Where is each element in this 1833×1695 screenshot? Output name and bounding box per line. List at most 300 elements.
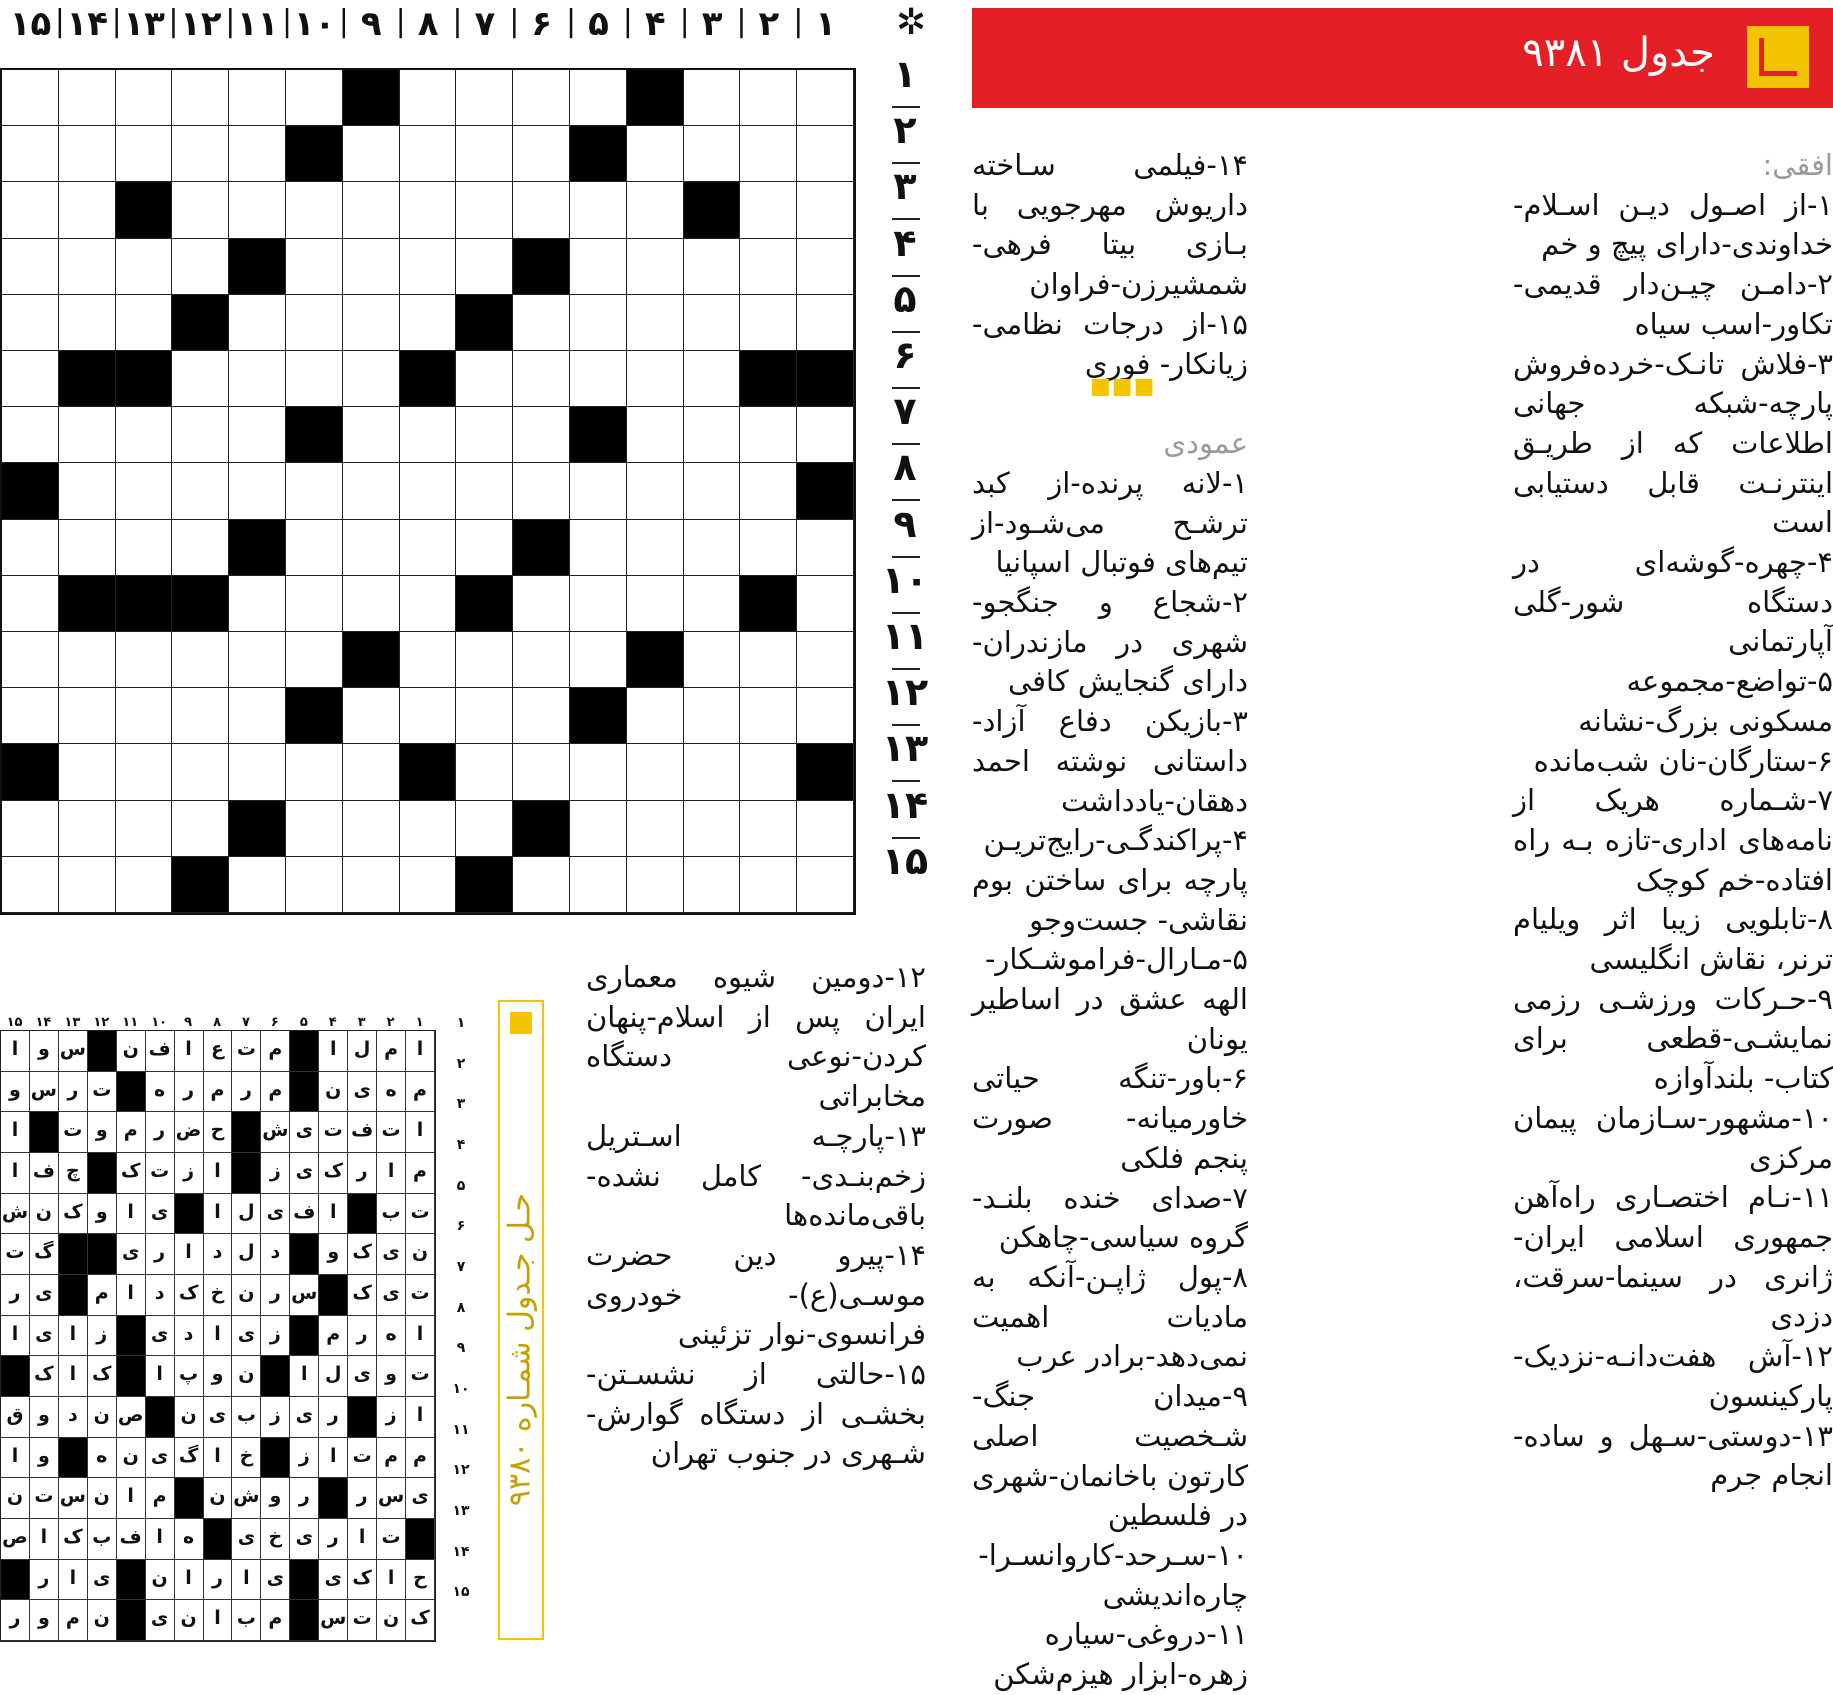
solution-cell: د xyxy=(204,1234,233,1275)
grid-cell xyxy=(513,857,570,913)
horizontal-clue: ۱۲-آش هفت‌دانـه-نزدیک- پارکینسون xyxy=(1513,1339,1833,1413)
grid-cell xyxy=(2,688,59,744)
grid-cell xyxy=(627,744,684,800)
solution-cell: ت xyxy=(146,1153,175,1194)
column-separator: | xyxy=(622,4,633,39)
horizontal-clue: ۲-دامـن چیـن‌دار قدیمی- تکاور-اسب سیاه xyxy=(1513,267,1833,341)
grid-cell xyxy=(684,239,741,295)
grid-cell xyxy=(400,632,457,688)
grid-cell xyxy=(740,70,797,126)
solution-cell: د xyxy=(59,1397,88,1438)
row-number: ۱ xyxy=(893,52,917,96)
solution-column-numbers xyxy=(0,1015,470,1029)
solution-black-cell xyxy=(319,1478,348,1519)
column-number: ۴ xyxy=(644,4,666,44)
black-cell xyxy=(2,744,59,800)
grid-cell xyxy=(343,520,400,576)
solution-cell: ر xyxy=(319,1397,348,1438)
solution-cell: م xyxy=(377,1031,406,1072)
grid-cell xyxy=(400,857,457,913)
grid-cell xyxy=(116,688,173,744)
solution-cell: ا xyxy=(319,1031,348,1072)
black-cell xyxy=(797,744,854,800)
solution-column-number: ۱۵ xyxy=(6,1015,23,1030)
solution-cell: ا xyxy=(204,1194,233,1235)
black-cell xyxy=(172,857,229,913)
grid-cell xyxy=(116,407,173,463)
solution-cell: ی xyxy=(261,1560,290,1601)
grid-cell xyxy=(343,182,400,238)
solution-black-cell xyxy=(59,1234,88,1275)
solution-cell: ا xyxy=(290,1356,319,1397)
logo-icon xyxy=(1747,26,1809,88)
solution-cell: و xyxy=(88,1112,117,1153)
column-separator: | xyxy=(282,4,293,39)
grid-cell xyxy=(59,239,116,295)
solution-cell: ا xyxy=(59,1316,88,1357)
solution-cell: ی xyxy=(290,1397,319,1438)
solution-cell: م xyxy=(261,1031,290,1072)
solution-row-number: ۱۳ xyxy=(452,1503,470,1519)
solution-cell: ا xyxy=(117,1275,146,1316)
grid-cell xyxy=(229,407,286,463)
grid-cell xyxy=(343,744,400,800)
solution-column-number: ۵ xyxy=(299,1015,308,1030)
grid-cell xyxy=(627,520,684,576)
grid-cell xyxy=(797,688,854,744)
column-number: ۶ xyxy=(531,4,553,44)
column-number: ۱۴ xyxy=(66,4,109,44)
solution-cell: ل xyxy=(232,1194,261,1235)
grid-cell xyxy=(797,239,854,295)
solution-cell: ت xyxy=(348,1438,377,1479)
row-number: ۴ xyxy=(893,220,917,265)
grid-cell xyxy=(627,801,684,857)
solution-black-cell xyxy=(261,1438,290,1479)
solution-cell: خ xyxy=(204,1275,233,1316)
vertical-clue: ۹-میدان جنگ-شـخصیت اصلی کارتون باخانمان-شهری در فلسطین xyxy=(972,1379,1248,1533)
grid-cell xyxy=(400,70,457,126)
grid-cell xyxy=(627,407,684,463)
solution-cell: س xyxy=(290,1275,319,1316)
solution-column-number: ۱۲ xyxy=(93,1015,110,1030)
solution-cell: م xyxy=(319,1316,348,1357)
grid-cell xyxy=(456,407,513,463)
solution-cell: ت xyxy=(348,1600,377,1641)
solution-cell: ن xyxy=(1,1478,30,1519)
vertical-clue: ۱۱-دروغی-سیاره زهره-ابزار هیزم‌شکن xyxy=(993,1617,1248,1692)
solution-cell: و xyxy=(88,1194,117,1235)
grid-cell xyxy=(343,576,400,632)
column-separator: | xyxy=(509,4,520,39)
black-cell xyxy=(456,857,513,913)
horizontal-clue: ۴-چهره-گوشه‌ای در دستگاه شور-گلی آپارتمانی xyxy=(1513,545,1833,659)
grid-cell xyxy=(684,688,741,744)
grid-cell xyxy=(627,857,684,913)
solution-cell: ر xyxy=(175,1072,204,1113)
solution-cell: ی xyxy=(290,1519,319,1560)
solution-cell: ک xyxy=(175,1275,204,1316)
solution-cell: ش xyxy=(1,1194,30,1235)
solution-cell: ل xyxy=(232,1234,261,1275)
vertical-clue: ۵-مـارال-فراموشـکار-الهه عشق در اساطیر یونان xyxy=(972,942,1248,1056)
black-cell xyxy=(570,407,627,463)
grid-cell xyxy=(797,407,854,463)
black-cell xyxy=(400,351,457,407)
column-separator: | xyxy=(225,4,236,39)
puzzle-header xyxy=(972,8,1833,108)
crossword-grid xyxy=(0,68,856,915)
grid-cell xyxy=(513,126,570,182)
grid-cell xyxy=(229,351,286,407)
solution-cell: ا xyxy=(59,1356,88,1397)
black-cell xyxy=(456,295,513,351)
solution-cell: س xyxy=(319,1600,348,1641)
grid-cell xyxy=(59,295,116,351)
solution-cell: ر xyxy=(348,1478,377,1519)
solution-cell: ت xyxy=(59,1112,88,1153)
grid-cell xyxy=(740,801,797,857)
black-cell xyxy=(684,182,741,238)
solution-cell: گ xyxy=(30,1234,59,1275)
solution-black-cell xyxy=(232,1112,261,1153)
grid-cell xyxy=(2,239,59,295)
row-number: ۶ xyxy=(893,333,917,377)
solution-cell: ن xyxy=(377,1600,406,1641)
solution-cell: ک xyxy=(88,1356,117,1397)
vertical-clue: ۱۴-پیرو دین حضرت موسـی(ع)- خودروی فرانسوی-نوار تزئینی xyxy=(586,1237,926,1352)
row-number: ۱۲ xyxy=(881,670,929,715)
solution-cell: ی xyxy=(261,1194,290,1235)
solution-cell: ی xyxy=(406,1478,435,1519)
grid-cell xyxy=(229,744,286,800)
solution-cell: و xyxy=(377,1356,406,1397)
grid-cell xyxy=(740,407,797,463)
solution-cell: ا xyxy=(348,1519,377,1560)
solution-cell: ک xyxy=(59,1194,88,1235)
grid-cell xyxy=(513,182,570,238)
solution-cell: س xyxy=(59,1478,88,1519)
row-numbers xyxy=(870,50,950,930)
horizontal-clue: ۱۴-فیلمی سـاخته داریوش مهرجویی با بـازی بیتا فرهی- شمشیرزن-فراوان xyxy=(972,148,1248,302)
solution-cell: ب xyxy=(232,1600,261,1641)
column-number: ۵ xyxy=(588,4,609,44)
solution-cell: ی xyxy=(146,1438,175,1479)
solution-cell: ک xyxy=(30,1356,59,1397)
solution-cell: ا xyxy=(175,1560,204,1601)
solution-cell: م xyxy=(406,1153,435,1194)
solution-cell: ی xyxy=(30,1275,59,1316)
grid-cell xyxy=(286,857,343,913)
solution-row-number: ۲ xyxy=(456,1055,466,1072)
vertical-clue: ۱۰-سـرحد-کاروانسـرا- چاره‌اندیشی xyxy=(978,1537,1248,1612)
grid-cell xyxy=(797,801,854,857)
solution-black-cell xyxy=(261,1356,290,1397)
column-number: ۱۵ xyxy=(9,4,52,44)
grid-cell xyxy=(2,632,59,688)
black-cell xyxy=(797,463,854,519)
black-cell xyxy=(627,632,684,688)
column-number: ۲ xyxy=(758,4,780,44)
black-cell xyxy=(229,801,286,857)
solution-column-number: ۹ xyxy=(184,1015,193,1030)
grid-cell xyxy=(400,239,457,295)
black-cell xyxy=(172,576,229,632)
grid-cell xyxy=(570,70,627,126)
solution-cell: ب xyxy=(88,1519,117,1560)
grid-cell xyxy=(684,576,741,632)
grid-cell xyxy=(116,70,173,126)
solution-cell: ک xyxy=(348,1560,377,1601)
solution-cell: ن xyxy=(204,1478,233,1519)
solution-cell: ی xyxy=(204,1397,233,1438)
solution-grid xyxy=(0,1030,436,1642)
grid-cell xyxy=(59,182,116,238)
solution-cell: ف xyxy=(117,1519,146,1560)
grid-cell xyxy=(2,351,59,407)
grid-cell xyxy=(627,239,684,295)
grid-cell xyxy=(797,70,854,126)
solution-cell: و xyxy=(1,1072,30,1113)
clues-column-right xyxy=(1513,146,1833,1496)
solution-cell: س xyxy=(377,1478,406,1519)
solution-black-cell xyxy=(232,1153,261,1194)
solution-cell: ک xyxy=(348,1234,377,1275)
solution-cell: ا xyxy=(406,1397,435,1438)
solution-cell: ی xyxy=(290,1153,319,1194)
solution-cell: گ xyxy=(175,1438,204,1479)
row-number: ۳ xyxy=(893,164,917,209)
grid-cell xyxy=(456,182,513,238)
grid-cell xyxy=(116,857,173,913)
column-number: ۷ xyxy=(474,4,496,44)
column-separator: | xyxy=(679,4,690,39)
solution-cell: ی xyxy=(290,1112,319,1153)
grid-cell xyxy=(570,295,627,351)
solution-cell: و xyxy=(319,1234,348,1275)
grid-cell xyxy=(172,182,229,238)
horizontal-clue: ۳-فلاش تانـک-خرده‌فروش پارچه-شبکه جهانی اطلاعات که از طریـق اینترنـت قابل دستیابی است xyxy=(1513,346,1833,540)
column-separator: | xyxy=(395,4,406,39)
solution-row-number: ۸ xyxy=(456,1299,466,1316)
solution-cell: ی xyxy=(232,1316,261,1357)
grid-cell xyxy=(229,126,286,182)
grid-cell xyxy=(59,520,116,576)
solution-cell: ت xyxy=(30,1478,59,1519)
solution-cell: ر xyxy=(59,1072,88,1113)
grid-cell xyxy=(456,632,513,688)
grid-cell xyxy=(627,463,684,519)
grid-cell xyxy=(343,126,400,182)
solution-cell: ا xyxy=(1,1153,30,1194)
grid-cell xyxy=(343,351,400,407)
solution-cell: ا xyxy=(319,1194,348,1235)
solution-black-cell xyxy=(117,1560,146,1601)
solution-cell: ن xyxy=(232,1275,261,1316)
solution-cell: ی xyxy=(232,1519,261,1560)
black-cell xyxy=(513,239,570,295)
solution-cell: ا xyxy=(175,1031,204,1072)
solution-cell: ی xyxy=(146,1600,175,1641)
vertical-clue: ۲-شجاع و جنگجو-شهری در مازندران-دارای گنجایش کافی xyxy=(972,585,1248,699)
solution-cell: ا xyxy=(117,1478,146,1519)
solution-cell: ش xyxy=(232,1478,261,1519)
grid-cell xyxy=(513,744,570,800)
grid-cell xyxy=(229,632,286,688)
grid-cell xyxy=(116,239,173,295)
grid-cell xyxy=(400,407,457,463)
solution-column-number: ۸ xyxy=(213,1015,221,1030)
grid-cell xyxy=(684,857,741,913)
solution-black-cell xyxy=(348,1397,377,1438)
puzzle-title: جدول ۹۳۸۱ xyxy=(1522,30,1715,76)
solution-cell: ا xyxy=(146,1356,175,1397)
solution-cell: ت xyxy=(319,1112,348,1153)
solution-cell: ر xyxy=(146,1234,175,1275)
grid-cell xyxy=(116,295,173,351)
solution-cell: ض xyxy=(175,1112,204,1153)
grid-cell xyxy=(286,70,343,126)
grid-cell xyxy=(229,688,286,744)
solution-cell: ا xyxy=(175,1234,204,1275)
row-number: ۱۳ xyxy=(881,726,929,771)
grid-cell xyxy=(456,688,513,744)
solution-cell: ه xyxy=(175,1519,204,1560)
grid-cell xyxy=(172,744,229,800)
grid-cell xyxy=(684,407,741,463)
solution-black-cell xyxy=(1,1560,30,1601)
solution-cell: ا xyxy=(117,1194,146,1235)
black-cell xyxy=(59,576,116,632)
grid-cell xyxy=(456,463,513,519)
grid-cell xyxy=(740,295,797,351)
solution-column-number: ۱۴ xyxy=(35,1015,52,1030)
horizontal-clue: ۸-تابلویی زیبا اثر ویلیام ترنر، نقاش انگلیسی xyxy=(1513,902,1833,977)
column-separator: | xyxy=(338,4,349,39)
grid-cell xyxy=(286,295,343,351)
solution-cell: ت xyxy=(377,1519,406,1560)
solution-cell: ت xyxy=(406,1356,435,1397)
grid-cell xyxy=(627,576,684,632)
grid-cell xyxy=(684,520,741,576)
solution-column-number: ۳ xyxy=(357,1015,366,1030)
column-number: ۱ xyxy=(815,4,837,44)
solution-cell: ز xyxy=(377,1397,406,1438)
horizontal-clue: ۹-حـرکات ورزشـی رزمی نمایشـی-قطعی برای کتاب- بلندآوازه xyxy=(1513,981,1833,1096)
black-cell xyxy=(740,351,797,407)
grid-cell xyxy=(116,463,173,519)
grid-cell xyxy=(456,351,513,407)
vertical-clue: ۱۵-حالتی از نشسـتن-بخشـی از دستگاه گوارش-شـهری در جنوب تهران xyxy=(586,1357,926,1471)
solution-cell: ف xyxy=(290,1194,319,1235)
black-cell xyxy=(570,126,627,182)
solution-cell: ت xyxy=(1,1234,30,1275)
grid-cell xyxy=(172,463,229,519)
grid-cell xyxy=(116,632,173,688)
clues-column-left xyxy=(586,958,926,1474)
solution-cell: ا xyxy=(204,1600,233,1641)
solution-cell: و xyxy=(204,1356,233,1397)
solution-cell: ن xyxy=(406,1234,435,1275)
solution-column-number: ۱۰ xyxy=(151,1015,168,1030)
grid-cell xyxy=(343,407,400,463)
solution-black-cell xyxy=(117,1600,146,1641)
solution-cell: ن xyxy=(146,1560,175,1601)
grid-cell xyxy=(513,351,570,407)
solution-cell: ی xyxy=(88,1560,117,1601)
grid-cell xyxy=(229,295,286,351)
solution-cell: ک xyxy=(406,1600,435,1641)
grid-cell xyxy=(172,351,229,407)
grid-cell xyxy=(2,295,59,351)
grid-cell xyxy=(627,351,684,407)
row-number: ۲ xyxy=(893,108,917,153)
black-cell xyxy=(59,351,116,407)
solution-cell: م xyxy=(88,1275,117,1316)
solution-cell: م xyxy=(117,1112,146,1153)
solution-cell: ر xyxy=(146,1112,175,1153)
solution-cell: ر xyxy=(261,1275,290,1316)
solution-cell: ر xyxy=(348,1153,377,1194)
grid-cell xyxy=(286,632,343,688)
grid-cell xyxy=(513,576,570,632)
solution-black-cell xyxy=(290,1072,319,1113)
solution-cell: ر xyxy=(232,1072,261,1113)
grid-cell xyxy=(2,182,59,238)
solution-row-number: ۵ xyxy=(456,1177,466,1194)
grid-cell xyxy=(456,801,513,857)
solution-black-cell xyxy=(290,1316,319,1357)
vertical-clue: ۱-لانه پرنده-از کبد ترشـح می‌شـود-از تیم‌های فوتبال اسپانیا xyxy=(972,465,1248,580)
black-cell xyxy=(286,407,343,463)
grid-cell xyxy=(59,126,116,182)
solution-cell: ر xyxy=(348,1316,377,1357)
grid-cell xyxy=(456,126,513,182)
solution-row-numbers xyxy=(446,1013,476,1653)
solution-cell: ی xyxy=(377,1234,406,1275)
solution-cell: ر xyxy=(290,1478,319,1519)
solution-cell: ن xyxy=(175,1397,204,1438)
solution-black-cell xyxy=(88,1234,117,1275)
solution-cell: ر xyxy=(1,1600,30,1641)
solution-cell: ل xyxy=(348,1031,377,1072)
solution-row-number: ۷ xyxy=(456,1259,466,1275)
grid-cell xyxy=(684,351,741,407)
grid-cell xyxy=(797,632,854,688)
black-cell xyxy=(116,576,173,632)
solution-cell: خ xyxy=(261,1519,290,1560)
grid-cell xyxy=(2,126,59,182)
vertical-clue: ۱۳-پارچـه اسـتریل زخم‌بنـدی- کامل نشده-باقی‌مانده‌ها xyxy=(586,1118,926,1233)
solution-cell: ز xyxy=(261,1153,290,1194)
solution-cell: ب xyxy=(232,1397,261,1438)
grid-cell xyxy=(172,407,229,463)
black-cell xyxy=(116,182,173,238)
solution-cell: ا xyxy=(204,1153,233,1194)
solution-black-cell xyxy=(59,1275,88,1316)
solution-cell: ی xyxy=(348,1072,377,1113)
grid-cell xyxy=(627,182,684,238)
grid-cell xyxy=(627,126,684,182)
grid-cell xyxy=(400,520,457,576)
solution-cell: م xyxy=(59,1600,88,1641)
grid-cell xyxy=(229,576,286,632)
solution-cell: ن xyxy=(117,1031,146,1072)
grid-cell xyxy=(797,520,854,576)
grid-cell xyxy=(229,857,286,913)
grid-cell xyxy=(684,463,741,519)
column-number: ۱۲ xyxy=(180,4,222,44)
